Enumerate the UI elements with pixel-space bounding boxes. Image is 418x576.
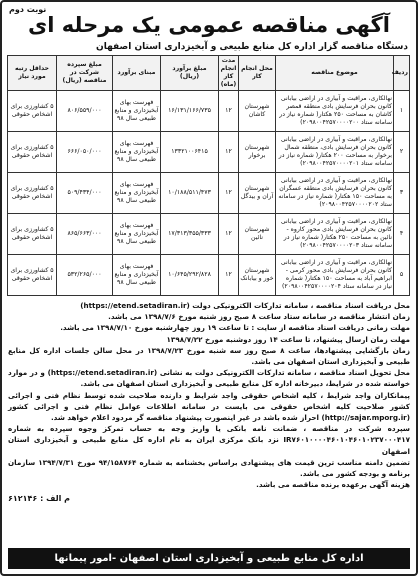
cell-grade: ۵ کشاورزی برای اشخاص حقوقی: [8, 173, 57, 214]
doc-delivery-paragraph: محل تحویل اسناد مناقصه ، سامانه تدارکات الکترونیکی دولت به نشانی (https://etend.setadiran.ir) و در موارد خواسته شده در شرایط، دبیرخانه اداره کل منابع طبیعی و آبخیزداری استان اصفهان می باشد.: [8, 368, 410, 389]
deposit-paragraph: سپرده شرکت در مناقصه ، ضمانت نامه بانکی یا واریز وجه به حساب تمرکز وجوه سپرده به شماره IR۷۶۰۱۰۰۰۰۴۶۰۱۰۴۶۰۱۰۲۳۷۰۰۰۴۱۷ نزد بانک مرکزی ایران به نام اداره کل منابع طبیعی و آبخیزداری استان اصفهان: [8, 424, 410, 456]
table-row: [8, 255, 410, 296]
ad-cost-paragraph: هزینه آگهی برعهده برنده مناقصه می باشد.: [256, 480, 410, 490]
col-header: محل انجام کار: [239, 56, 276, 91]
cell-basis: فهرست بهای آبخیزداری و منابع طبیعی سال ۹۸: [113, 91, 161, 132]
opening-time-paragraph: زمان بازگشایی پیشنهادها، ساعت ۸ صبح روز سه شنبه مورخ ۱۳۹۸/۷/۲۳ در محل سالن جلسات اداره کل منابع طبیعی و آبخیزداری استان اصفهان می باشد.: [8, 345, 411, 367]
col-header: حداقل رتبه مورد نیاز: [8, 56, 57, 91]
cell-duration: ۱۲: [219, 173, 239, 214]
table-row: [8, 173, 410, 214]
cell-no: ۵: [394, 255, 410, 296]
cell-grade: ۵ کشاورزی برای اشخاص حقوقی: [8, 255, 57, 296]
bid-deadline-paragraph: مهلت زمان ارسال پیشنهاد، تا ساعت ۱۴ روز دوشنبه مورخ ۱۳۹۸/۷/۲۲: [166, 334, 410, 344]
cell-no: ۱: [394, 91, 410, 132]
cell-place: شهرستان برخوار: [239, 132, 276, 173]
col-header: مبلغ سپرده شرکت در مناقصه (ریال): [57, 56, 113, 91]
notice-title: آگهی مناقصه عمومی یک مرحله ای: [28, 13, 390, 37]
publish-time-paragraph: زمان انتشار مناقصه در سامانه ستاد ساعت ۸ صبح روز شنبه مورخ ۱۳۹۸/۷/۶ می باشد.: [108, 312, 410, 322]
cell-deposit: ۶۶۶/۰۵۰/۰۰۰: [57, 132, 113, 173]
cell-basis: فهرست بهای آبخیزداری و منابع طبیعی سال ۹۸: [113, 255, 161, 296]
col-header: موضوع مناقصه: [276, 56, 394, 91]
cell-no: ۲: [394, 132, 410, 173]
cell-no: ۴: [394, 214, 410, 255]
cell-place: شهرستان خور و بیابانک: [239, 255, 276, 296]
cell-subject: نهالکاری، مراقبت و آبیاری در اراضی بیابانی کانون بحران فرسایش بادی منطقه عسگران به مساحت ۱۵۰ هکتار( شماره نیاز در سامانه ستاد ۲۰۹۸۰۰۴۲۵۷۰۰۰۰۲۰۲): [276, 173, 394, 214]
cell-duration: ۱۲: [219, 91, 239, 132]
cell-deposit: ۵۳۲/۲۶۵/۰۰۰: [57, 255, 113, 296]
col-header: ردیف: [394, 56, 410, 91]
doc-source-paragraph: محل دریافت اسناد مناقصه ، سامانه تدارکات الکترونیکی دولت (https://etend.setadiran.ir): [80, 301, 410, 310]
notice-code: م الف : ۶۱۲۱۴۶: [8, 494, 70, 504]
cell-duration: ۱۲: [219, 214, 239, 255]
cell-place: شهرستان نائین: [239, 214, 276, 255]
cell-subject: نهالکاری، مراقبت و آبیاری در اراضی بیابانی کانون بحران فرسایش بادی محور کرمی - ابراهیم آباد به مساحت ۱۵۰ هکتار( شماره نیاز در سامانه ستاد ۲۰۹۸۰۰۴۲۵۷۰۰۰۰۲۰۴): [276, 255, 394, 296]
cell-deposit: ۸۰۶/۵۵۹/۰۰۰: [57, 91, 113, 132]
footer-banner: اداره کل منابع طبیعی و آبخیزداری استان اصفهان -امور پیمانها: [8, 548, 410, 569]
col-header: مدت انجام کار (ماه): [219, 56, 239, 91]
cell-estimate: ۱۳۳۲۱۰۰۶۴۱۵: [161, 132, 219, 173]
cell-place: شهرستان کاشان: [239, 91, 276, 132]
table-header-row: [8, 56, 410, 91]
table-row: [8, 214, 410, 255]
table-row: [8, 91, 410, 132]
cell-grade: ۵ کشاورزی برای اشخاص حقوقی: [8, 214, 57, 255]
cell-grade: ۵ کشاورزی برای اشخاص حقوقی: [8, 91, 57, 132]
cell-basis: فهرست بهای آبخیزداری و منابع طبیعی سال ۹۸: [113, 132, 161, 173]
eligibility-paragraph: پیمانکاران واجد شرایط ، کلیه اشخاص حقوقی واجد شرایط و دارنده صلاحیت شده توسط نظام فنی و اجرائی کشور صلاحیت کلیه اشخاص حقوقی می بایست در سامانه اطلاعات عوامل نظام فنی و اجرائی کشور (http://sajar.mporg.ir) احراز شده باشد در غیر اینصورت پیشنهاد مناقصه گر مردود اعلام خواهد شد.: [8, 390, 410, 423]
cell-subject: نهالکاری، مراقبت و آبیاری در اراضی بیابانی کانون بحران فرسایش بادی، منطقه شمال برخوار به مساحت ۲۰۰ هکتار( شماره نیاز در سامانه ستاد ۲۰۹۸۰۰۴۲۵۷۰۰۰۰۲۰۱): [276, 132, 394, 173]
notice-subtitle: دستگاه مناقصه گزار اداره کل منابع طبیعی و آبخیزداری استان اصفهان: [96, 42, 408, 52]
col-header: مبنای برآورد: [113, 56, 161, 91]
tender-table: [7, 55, 410, 296]
col-header: مبلغ برآورد (ریال): [161, 56, 219, 91]
cell-basis: فهرست بهای آبخیزداری و منابع طبیعی سال ۹۸: [113, 173, 161, 214]
table-row: [8, 132, 410, 173]
cell-estimate: ۱۶/۱۳۱/۱۶۶/۷۳۵: [161, 91, 219, 132]
doc-deadline-paragraph: مهلت زمانی دریافت اسناد مناقصه از سایت : تا ساعت ۱۹ روز چهارشنبه مورخ ۱۳۹۸/۷/۱۰ می باشد.: [60, 323, 410, 333]
turn-label: نوبت دوم: [9, 5, 47, 14]
cell-subject: نهالکاری، مراقبت و آبیاری در اراضی بیابانی کانون بحران فرسایش بادی منطقه قمصر کاشان به مساحت ۲۵۰ هکتار( شماره نیاز در سامانه ستاد ۲۰۹۸۰۰۴۲۵۷۰۰۰۰۲۰۰): [276, 91, 394, 132]
cell-deposit: ۸۶۵/۶۶۳/۰۰۰: [57, 214, 113, 255]
cell-basis: فهرست بهای آبخیزداری و منابع طبیعی سال ۹۸: [113, 214, 161, 255]
notice-body: [8, 300, 410, 490]
cell-subject: نهالکاری، مراقبت و آبیاری در اراضی بیابانی کانون بحران فرسایش بادی محور کاروه - نائین به مساحت ۲۵۰ هکتار( شماره نیاز در سامانه ستاد ۲۰۹۸۰۰۴۲۵۷۰۰۰۰۲۰۳): [276, 214, 394, 255]
cell-estimate: ۱۷/۳۱۳/۳۵۵/۳۳۳: [161, 214, 219, 255]
cell-duration: ۱۲: [219, 255, 239, 296]
cell-place: شهرستان آران و بیدگل: [239, 173, 276, 214]
cell-duration: ۱۲: [219, 132, 239, 173]
guarantee-paragraph: تضمین دامنه مناسب ترین قیمت های پیشنهادی براساس بخشنامه به شماره ۹۴/۱۵۸۷۶۴ مورخ ۱۳۹۴/۷/۳۱ سازمان برنامه و بودجه کشور می باشد.: [8, 457, 410, 479]
cell-estimate: ۱۰/۱۸۸/۵۱۱/۴۷۳: [161, 173, 219, 214]
cell-grade: ۵ کشاورزی برای اشخاص حقوقی: [8, 132, 57, 173]
cell-no: ۳: [394, 173, 410, 214]
cell-estimate: ۱۰/۶۴۵/۲۹۲/۸۲۸: [161, 255, 219, 296]
cell-deposit: ۵۰۹/۴۳۴/۰۰۰: [57, 173, 113, 214]
